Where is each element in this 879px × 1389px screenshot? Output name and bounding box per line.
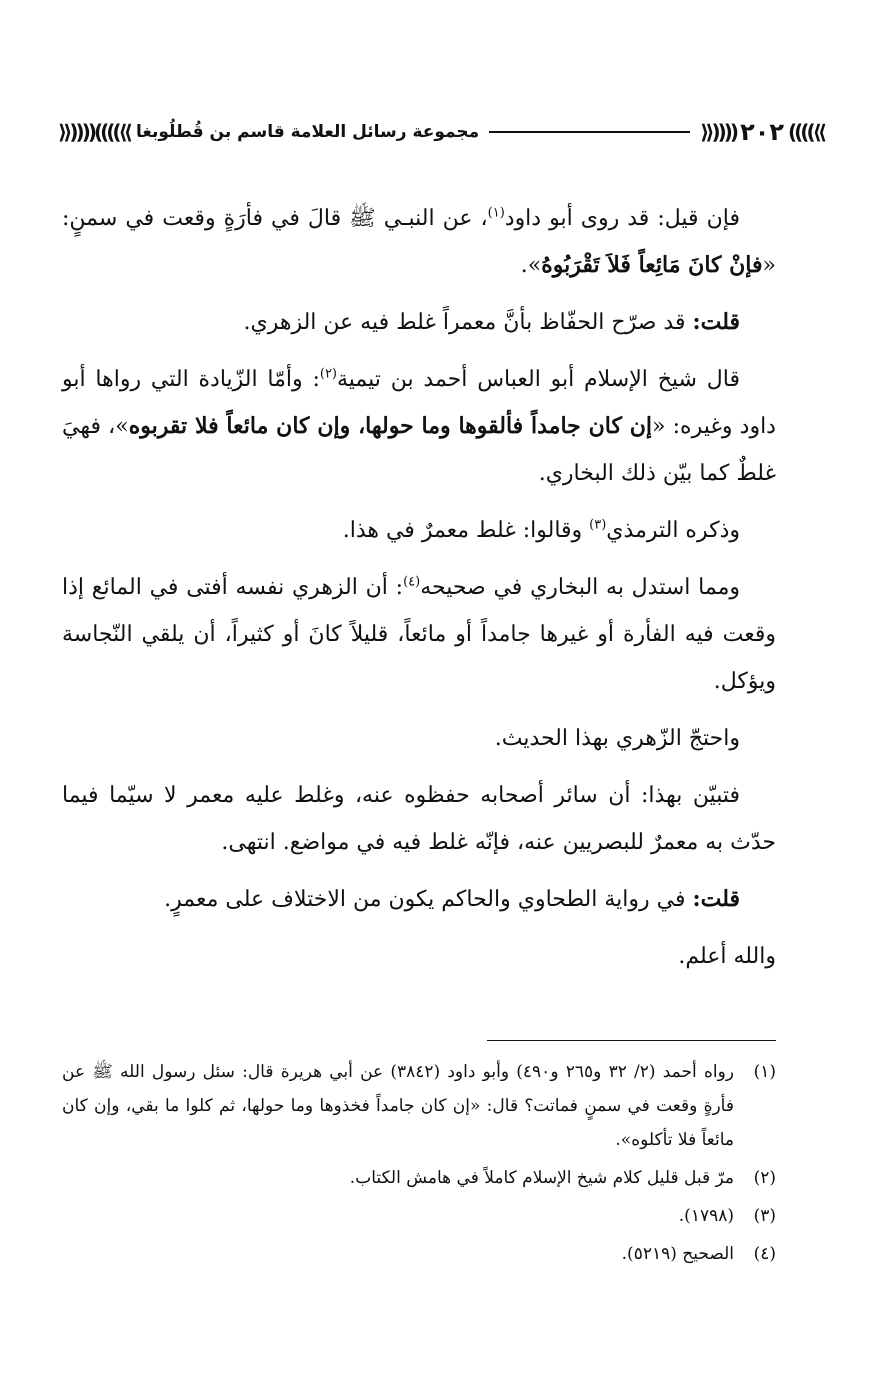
footnote-number: (٢) [753, 1168, 776, 1188]
footnote-text: الصحيح (٥٢١٩). [621, 1244, 734, 1264]
paragraph-6: واحتجّ الزّهري بهذا الحديث. [494, 726, 740, 751]
paragraph-4 [62, 507, 776, 554]
p1-text-c: ». [520, 253, 542, 278]
paragraph-5 [62, 564, 776, 705]
footnote-text: رواه أحمد (٢/ ٣٢ و٢٦٥ و٤٩٠) وأبو داود (٣٨٤٢) عن أبي هريرة قال: سئل رسول الله ﷺ عن فأرةٍ وقعت في سمنٍ فماتت؟ قال: «إن كان جامداً فخذوها وما حولها، ثم كلوا ما بقي، وإن كان مائعاً فلا تأكلوه». [62, 1062, 734, 1150]
header-ornament-right: ⟫)))) [788, 120, 824, 144]
header-rule [489, 131, 690, 133]
footnote-number: (٣) [753, 1206, 776, 1226]
footnote-4 [62, 1237, 776, 1271]
p5-text-b: : أن الزهري نفسه أفتى في المائع إذا وقعت فيه الفأرة أو غيرها جامداً أو مائعاً، قليلاً كانَ أو كثيراً، أن يلقي النّجاسة ويؤكل. [62, 575, 776, 694]
header-ornament-left: ⟫)))) [93, 120, 130, 144]
footnote-text: مرّ قبل قليل كلام شيخ الإسلام كاملاً في هامش الكتاب. [349, 1168, 734, 1188]
p1-text-a: فإن قيل: قد روى أبو داود [504, 206, 740, 231]
paragraph-1 [62, 195, 776, 289]
footnote-3 [62, 1199, 776, 1233]
paragraph-2 [62, 299, 776, 346]
footnote-text: (١٧٩٨). [678, 1206, 734, 1226]
paragraph-9: والله أعلم. [678, 944, 776, 969]
p3-text-c: »، فهيَ غلطٌ كما بيّن ذلك البخاري. [62, 414, 776, 486]
hadith-quote: فإنْ كانَ مَائِعاً فَلاَ تَقْرَبُوهُ [541, 252, 763, 278]
p2-text: قد صرّح الحفّاظ بأنَّ معمراً غلط فيه عن الزهري. [243, 310, 693, 335]
footnote-ref-3: (٣) [589, 517, 607, 533]
footnotes [62, 1055, 776, 1275]
paragraph-7: فتبيّن بهذا: أن سائر أصحابه حفظوه عنه، وغلط عليه معمر لا سيّما فيما حدّث به معمرٌ للبصريين عنه، فإنّه غلط فيه في مواضع. انتهى. [62, 783, 776, 855]
header-ornament-tail: ((((⟪ [58, 120, 94, 144]
p4-text-a: وذكره الترمذي [606, 518, 740, 543]
footnote-1 [62, 1055, 776, 1157]
footnote-ref-2: (٢) [319, 366, 337, 382]
qultu-label: قلت: [692, 309, 740, 335]
p5-text-a: ومما استدل به البخاري في صحيحه [420, 575, 740, 600]
running-title: مجموعة رسائل العلامة قاسم بن قُطلُوبغا [135, 122, 480, 142]
footnote-ref-1: (١) [487, 205, 505, 221]
footnote-2 [62, 1161, 776, 1195]
p4-text-b: وقالوا: غلط معمرٌ في هذا. [342, 518, 590, 543]
page-number: ٢٠٢ [740, 118, 785, 146]
p3-text-b: : وأمّا الزّيادة التي رواها أبو داود وغيره: « [62, 367, 776, 439]
p8-text: في رواية الطحاوي والحاكم يكون من الاختلاف على معمرٍ. [164, 887, 693, 912]
header-ornament-inner: ((((⟪ [700, 120, 737, 144]
main-text [62, 195, 776, 990]
qultu-label-2: قلت: [692, 886, 740, 912]
footnote-separator [487, 1040, 776, 1041]
hadith-quote-2: إن كان جامداً فألقوها وما حولها، وإن كان مائعاً فلا تقربوه [128, 413, 653, 439]
paragraph-3 [62, 356, 776, 497]
footnote-number: (٤) [753, 1244, 776, 1264]
paragraph-8 [62, 876, 776, 923]
p3-text-a: قال شيخ الإسلام أبو العباس أحمد بن تيمية [337, 367, 740, 392]
page-header [58, 112, 824, 152]
p1-text-b: ، عن النبـي ﷺ قالَ في فأرَةٍ وقعت في سمنٍ: « [62, 206, 776, 278]
footnote-ref-4: (٤) [403, 574, 421, 590]
footnote-number: (١) [753, 1062, 776, 1082]
